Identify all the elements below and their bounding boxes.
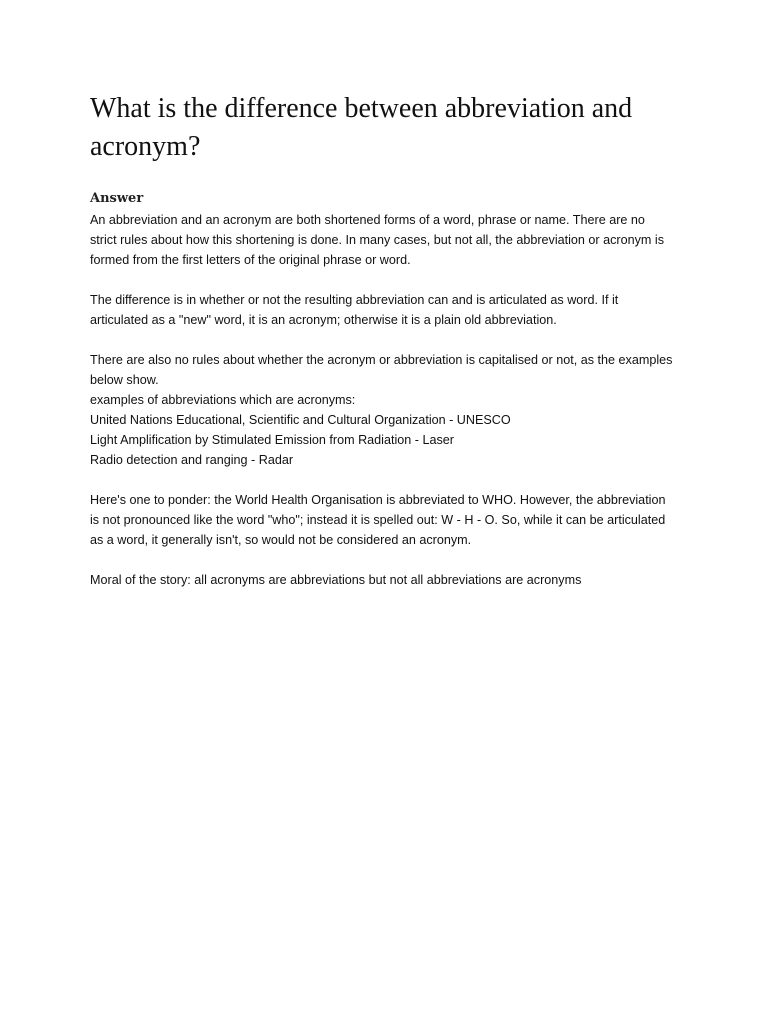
paragraph-examples <box>90 350 690 470</box>
text-line: There are also no rules about whether the acronym or abbreviation is capitalised or not, as the examples <box>90 353 673 367</box>
text-line: articulated as a "new" word, it is an acronym; otherwise it is a plain old abbreviation. <box>90 313 557 327</box>
title-line: acronym? <box>90 131 201 162</box>
text-line: formed from the first letters of the original phrase or word. <box>90 253 411 267</box>
text-line: examples of abbreviations which are acronyms: <box>90 393 356 407</box>
text-line: An abbreviation and an acronym are both shortened forms of a word, phrase or name. There are no <box>90 213 645 227</box>
document-page <box>90 90 690 610</box>
page-title <box>90 90 690 166</box>
text-line: strict rules about how this shortening is done. In many cases, but not all, the abbreviation or acronym is <box>90 233 665 247</box>
paragraph-moral <box>90 570 690 590</box>
paragraph-who <box>90 490 690 550</box>
title-line: What is the difference between abbreviation and <box>90 93 633 124</box>
answer-heading: Answer <box>90 191 144 206</box>
example-item: Light Amplification by Stimulated Emission from Radiation - Laser <box>90 433 454 447</box>
text-line: is not pronounced like the word "who"; instead it is spelled out: W - H - O. So, while it can be articulated <box>90 513 666 527</box>
example-item: United Nations Educational, Scientific and Cultural Organization - UNESCO <box>90 413 511 427</box>
example-item: Radio detection and ranging - Radar <box>90 453 294 467</box>
text-line: as a word, it generally isn't, so would not be considered an acronym. <box>90 533 472 547</box>
text-line: The difference is in whether or not the resulting abbreviation can and is articulated as word. If it <box>90 293 619 307</box>
text-line: Here's one to ponder: the World Health Organisation is abbreviated to WHO. However, the abbreviation <box>90 493 666 507</box>
text-line: Moral of the story: all acronyms are abbreviations but not all abbreviations are acronyms <box>90 573 582 587</box>
text-line: below show. <box>90 373 159 387</box>
paragraph-definition <box>90 210 690 270</box>
paragraph-difference <box>90 290 690 330</box>
